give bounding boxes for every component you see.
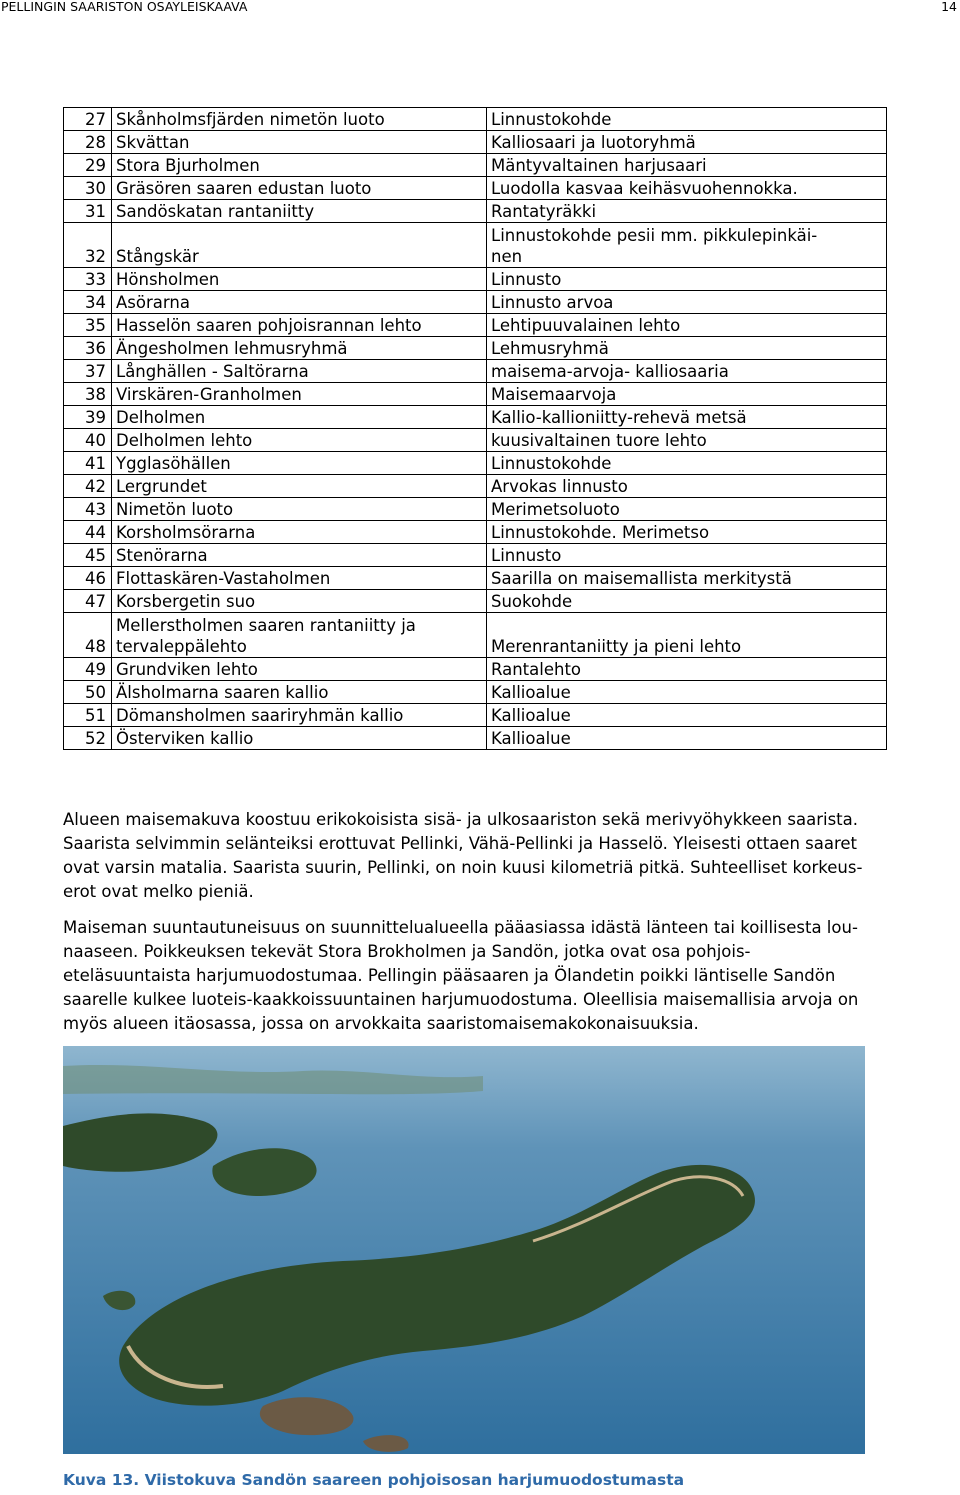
paragraph-landscape bbox=[63, 808, 933, 904]
table-row bbox=[64, 360, 887, 383]
text-line: saarelle kulkee luoteis-kaakkoissuuntainen harjumuodostuma. Oleellisia maisemallisia arvoja on bbox=[63, 990, 859, 1009]
cell-place-name: Grundviken lehto bbox=[112, 658, 487, 681]
table-row bbox=[64, 154, 887, 177]
cell-number: 41 bbox=[64, 452, 112, 475]
cell-place-name: Stenörarna bbox=[112, 544, 487, 567]
table-row bbox=[64, 314, 887, 337]
text-line: Alueen maisemakuva koostuu erikokoisista sisä- ja ulkosaariston sekä merivyöhykkeen saarista. bbox=[63, 810, 858, 829]
cell-number: 50 bbox=[64, 681, 112, 704]
text-line: myös alueen itäosassa, jossa on arvokkaita saaristomaisemakokonaisuuksia. bbox=[63, 1014, 699, 1033]
cell-description: Kallioalue bbox=[487, 704, 887, 727]
table-row bbox=[64, 658, 887, 681]
cell-place-name: Långhällen - Saltörarna bbox=[112, 360, 487, 383]
cell-description: Linnusto bbox=[487, 268, 887, 291]
table-row bbox=[64, 613, 887, 658]
cell-description: Lehtipuuvalainen lehto bbox=[487, 314, 887, 337]
cell-place-name: Delholmen bbox=[112, 406, 487, 429]
cell-place-name bbox=[112, 613, 487, 658]
cell-description: Linnusto arvoa bbox=[487, 291, 887, 314]
cell-description: maisema-arvoja- kalliosaaria bbox=[487, 360, 887, 383]
cell-text-line: nen bbox=[491, 247, 523, 266]
cell-number: 44 bbox=[64, 521, 112, 544]
cell-place-name: Stora Bjurholmen bbox=[112, 154, 487, 177]
cell-description: Mäntyvaltainen harjusaari bbox=[487, 154, 887, 177]
table-row bbox=[64, 291, 887, 314]
cell-description: Rantalehto bbox=[487, 658, 887, 681]
table-row bbox=[64, 475, 887, 498]
cell-place-name: Ygglasöhällen bbox=[112, 452, 487, 475]
table-row bbox=[64, 590, 887, 613]
table-row bbox=[64, 108, 887, 131]
cell-description: Linnustokohde bbox=[487, 108, 887, 131]
cell-place-name: Nimetön luoto bbox=[112, 498, 487, 521]
table-row bbox=[64, 383, 887, 406]
cell-description: kuusivaltainen tuore lehto bbox=[487, 429, 887, 452]
table-row bbox=[64, 567, 887, 590]
cell-description: Linnustokohde. Merimetso bbox=[487, 521, 887, 544]
cell-number: 29 bbox=[64, 154, 112, 177]
cell-place-name: Delholmen lehto bbox=[112, 429, 487, 452]
table-row bbox=[64, 268, 887, 291]
table-row bbox=[64, 727, 887, 750]
table-row bbox=[64, 681, 887, 704]
cell-number: 34 bbox=[64, 291, 112, 314]
paragraph-orientation bbox=[63, 916, 933, 1036]
aerial-photo-illustration bbox=[63, 1046, 865, 1454]
cell-description: Lehmusryhmä bbox=[487, 337, 887, 360]
cell-description: Linnustokohde bbox=[487, 452, 887, 475]
page-number: 14 bbox=[941, 0, 957, 14]
cell-place-name: Stångskär bbox=[112, 223, 487, 268]
cell-number: 32 bbox=[64, 223, 112, 268]
cell-number: 42 bbox=[64, 475, 112, 498]
cell-description: Saarilla on maisemallista merkitystä bbox=[487, 567, 887, 590]
cell-number: 27 bbox=[64, 108, 112, 131]
cell-number: 49 bbox=[64, 658, 112, 681]
cell-number: 48 bbox=[64, 613, 112, 658]
table-row bbox=[64, 521, 887, 544]
aerial-photo bbox=[63, 1046, 865, 1454]
cell-description: Suokohde bbox=[487, 590, 887, 613]
cell-description: Maisemaarvoja bbox=[487, 383, 887, 406]
cell-description: Luodolla kasvaa keihäsvuohennokka. bbox=[487, 177, 887, 200]
page-header bbox=[0, 0, 960, 14]
cell-number: 40 bbox=[64, 429, 112, 452]
cell-place-name: Virskären-Granholmen bbox=[112, 383, 487, 406]
cell-number: 39 bbox=[64, 406, 112, 429]
table-row bbox=[64, 429, 887, 452]
table-row bbox=[64, 131, 887, 154]
cell-text-line: Linnustokohde pesii mm. pikkulepinkäi- bbox=[491, 226, 818, 245]
cell-place-name: Gräsören saaren edustan luoto bbox=[112, 177, 487, 200]
table-row bbox=[64, 544, 887, 567]
cell-place-name: Dömansholmen saariryhmän kallio bbox=[112, 704, 487, 727]
cell-description: Kallioalue bbox=[487, 681, 887, 704]
table-row bbox=[64, 200, 887, 223]
table-row bbox=[64, 223, 887, 268]
cell-place-name: Älsholmarna saaren kallio bbox=[112, 681, 487, 704]
cell-description: Merenrantaniitty ja pieni lehto bbox=[487, 613, 887, 658]
text-line: Saarista selvimmin selänteiksi erottuvat Pellinki, Vähä-Pellinki ja Hasselö. Yleisesti ottaen saaret bbox=[63, 834, 858, 853]
cell-number: 52 bbox=[64, 727, 112, 750]
cell-place-name: Korsbergetin suo bbox=[112, 590, 487, 613]
cell-place-name: Österviken kallio bbox=[112, 727, 487, 750]
cell-place-name: Skvättan bbox=[112, 131, 487, 154]
cell-number: 51 bbox=[64, 704, 112, 727]
cell-number: 37 bbox=[64, 360, 112, 383]
cell-place-name: Hönsholmen bbox=[112, 268, 487, 291]
cell-number: 35 bbox=[64, 314, 112, 337]
table-row bbox=[64, 498, 887, 521]
cell-number: 36 bbox=[64, 337, 112, 360]
cell-description bbox=[487, 223, 887, 268]
cell-number: 33 bbox=[64, 268, 112, 291]
table-row bbox=[64, 177, 887, 200]
figure-caption: Kuva 13. Viistokuva Sandön saareen pohjoisosan harjumuodostumasta bbox=[63, 1471, 685, 1489]
cell-text-line: tervaleppälehto bbox=[116, 637, 247, 656]
cell-place-name: Ängesholmen lehmusryhmä bbox=[112, 337, 487, 360]
places-table bbox=[63, 107, 887, 750]
cell-place-name: Hasselön saaren pohjoisrannan lehto bbox=[112, 314, 487, 337]
cell-place-name: Korsholmsörarna bbox=[112, 521, 487, 544]
document-title: PELLINGIN SAARISTON OSAYLEISKAAVA bbox=[1, 0, 248, 14]
table-row bbox=[64, 337, 887, 360]
cell-place-name: Lergrundet bbox=[112, 475, 487, 498]
cell-number: 47 bbox=[64, 590, 112, 613]
cell-number: 38 bbox=[64, 383, 112, 406]
cell-description: Linnusto bbox=[487, 544, 887, 567]
text-line: eteläsuuntaista harjumuodostumaa. Pellingin pääsaaren ja Ölandetin poikki läntiselle Sandön bbox=[63, 966, 836, 985]
cell-description: Kallioalue bbox=[487, 727, 887, 750]
table-row bbox=[64, 452, 887, 475]
cell-place-name: Flottaskären-Vastaholmen bbox=[112, 567, 487, 590]
text-line: ovat varsin matalia. Saarista suurin, Pellinki, on noin kuusi kilometriä pitkä. Suhteelliset korkeus- bbox=[63, 858, 863, 877]
cell-number: 28 bbox=[64, 131, 112, 154]
cell-description: Kallio-kallioniitty-rehevä metsä bbox=[487, 406, 887, 429]
table-row bbox=[64, 704, 887, 727]
text-line: Maiseman suuntautuneisuus on suunnittelualueella pääasiassa idästä länteen tai koillisesta lou- bbox=[63, 918, 858, 937]
text-line: naaseen. Poikkeuksen tekevät Stora Brokholmen ja Sandön, jotka ovat osa pohjois- bbox=[63, 942, 751, 961]
cell-place-name: Asörarna bbox=[112, 291, 487, 314]
cell-number: 31 bbox=[64, 200, 112, 223]
cell-number: 43 bbox=[64, 498, 112, 521]
cell-number: 45 bbox=[64, 544, 112, 567]
cell-description: Kalliosaari ja luotoryhmä bbox=[487, 131, 887, 154]
text-line: erot ovat melko pieniä. bbox=[63, 882, 254, 901]
cell-place-name: Sandöskatan rantaniitty bbox=[112, 200, 487, 223]
cell-description: Merimetsoluoto bbox=[487, 498, 887, 521]
cell-description: Arvokas linnusto bbox=[487, 475, 887, 498]
cell-description: Rantatyräkki bbox=[487, 200, 887, 223]
cell-place-name: Skånholmsfjärden nimetön luoto bbox=[112, 108, 487, 131]
cell-number: 30 bbox=[64, 177, 112, 200]
cell-text-line: Mellerstholmen saaren rantaniitty ja bbox=[116, 616, 416, 635]
cell-number: 46 bbox=[64, 567, 112, 590]
table-row bbox=[64, 406, 887, 429]
